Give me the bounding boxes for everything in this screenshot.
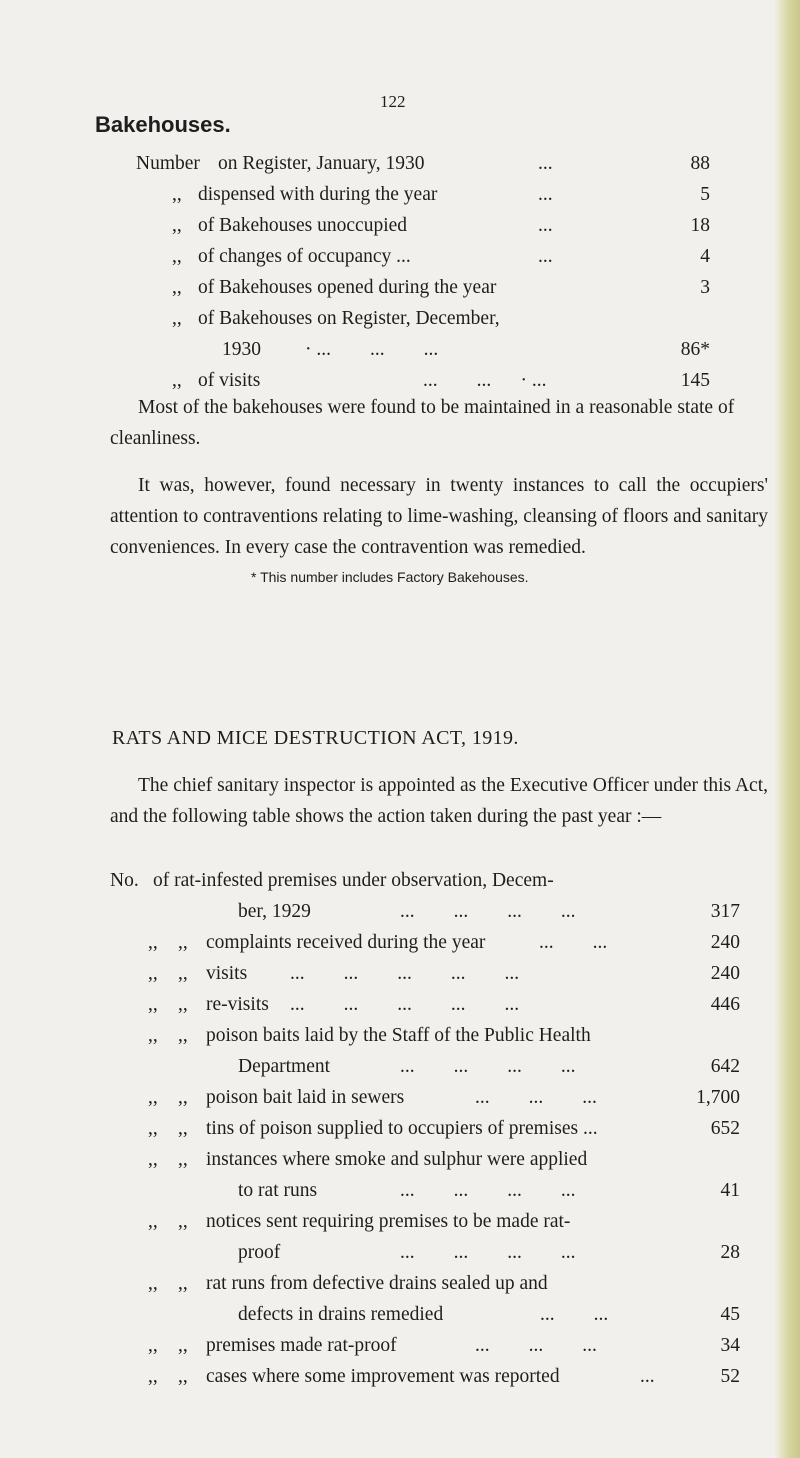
ditto-mark: ,, bbox=[178, 1087, 188, 1108]
ditto-mark: ,, bbox=[178, 1335, 188, 1356]
item-leader: ... bbox=[538, 153, 553, 174]
rats-intro-paragraph: The chief sanitary inspector is appointed as the Executive Officer under this Act, and the following table shows the action taken during the past year :— bbox=[110, 775, 768, 827]
item-value: 86* bbox=[680, 339, 710, 360]
item-value: 240 bbox=[710, 963, 740, 984]
ditto-mark: ,, bbox=[148, 1366, 158, 1387]
item-value: 45 bbox=[720, 1304, 740, 1325]
item-label: complaints received during the year bbox=[206, 932, 486, 953]
ditto-mark: ,, bbox=[148, 1211, 158, 1232]
item-value: 41 bbox=[720, 1180, 740, 1201]
item-label: of Bakehouses unoccupied bbox=[198, 215, 408, 236]
item-label: dispensed with during the year bbox=[198, 184, 438, 205]
item-label: cases where some improvement was reported bbox=[206, 1366, 560, 1387]
item-leader: ... ... ... ... bbox=[400, 1180, 576, 1201]
item-leader: ... ... ... bbox=[475, 1335, 597, 1356]
item-value: 3 bbox=[700, 277, 710, 298]
page-edge-shadow bbox=[774, 0, 800, 1458]
ditto-mark: ,, bbox=[172, 184, 182, 205]
ditto-mark: ,, bbox=[178, 994, 188, 1015]
ditto-mark: ,, bbox=[178, 1118, 188, 1139]
item-label: of visits bbox=[198, 370, 261, 391]
ditto-mark: ,, bbox=[148, 1118, 158, 1139]
item-value: 34 bbox=[720, 1335, 740, 1356]
item-label-continued: Department bbox=[238, 1056, 331, 1077]
ditto-mark: ,, bbox=[178, 1025, 188, 1046]
item-leader: ... ... ... bbox=[475, 1087, 597, 1108]
item-label: rat runs from defective drains sealed up and bbox=[206, 1273, 548, 1294]
number-label: Number bbox=[136, 153, 200, 174]
ditto-mark: ,, bbox=[148, 932, 158, 953]
item-leader: ... ... bbox=[540, 1304, 609, 1325]
item-leader: ... bbox=[640, 1366, 655, 1387]
ditto-mark: ,, bbox=[178, 1273, 188, 1294]
item-value: 4 bbox=[700, 246, 710, 267]
item-label-continued: to rat runs bbox=[238, 1180, 318, 1201]
item-label: premises made rat-proof bbox=[206, 1335, 397, 1356]
item-label-continued: 1930 bbox=[222, 339, 261, 360]
item-value: 317 bbox=[710, 901, 740, 922]
item-value: 18 bbox=[690, 215, 710, 236]
item-value: 5 bbox=[700, 184, 710, 205]
item-label: of Bakehouses opened during the year bbox=[198, 277, 497, 298]
item-value: 652 bbox=[710, 1118, 740, 1139]
item-label: visits bbox=[206, 963, 248, 984]
item-leader: ... ... ... ... ... bbox=[290, 994, 520, 1015]
item-label: poison bait laid in sewers bbox=[206, 1087, 405, 1108]
item-leader: ... ... ... ... bbox=[400, 901, 576, 922]
item-label: of rat-infested premises under observation, Decem- bbox=[153, 870, 554, 891]
item-label: notices sent requiring premises to be made rat- bbox=[206, 1211, 571, 1232]
bakehouses-heading: Bakehouses. bbox=[95, 112, 231, 137]
item-leader: ... ... ... ... bbox=[400, 1056, 576, 1077]
bakehouses-paragraph-1: Most of the bakehouses were found to be maintained in a reasonable state of cleanliness. bbox=[110, 397, 735, 449]
ditto-mark: ,, bbox=[148, 1273, 158, 1294]
item-value: 52 bbox=[720, 1366, 740, 1387]
ditto-mark: ,, bbox=[172, 308, 182, 329]
ditto-mark: ,, bbox=[148, 994, 158, 1015]
item-leader: ... ... ... ... ... bbox=[290, 963, 520, 984]
ditto-mark: ,, bbox=[172, 246, 182, 267]
ditto-mark: ,, bbox=[148, 1087, 158, 1108]
ditto-mark: ,, bbox=[172, 215, 182, 236]
item-label-continued: proof bbox=[238, 1242, 281, 1263]
item-label: re-visits bbox=[206, 994, 269, 1015]
item-leader: ... bbox=[538, 215, 553, 236]
item-value: 446 bbox=[710, 994, 740, 1015]
item-leader: ... ... · ... bbox=[423, 370, 547, 391]
item-leader: · ... ... ... bbox=[305, 339, 439, 360]
ditto-mark: ,, bbox=[148, 1149, 158, 1170]
ditto-mark: ,, bbox=[178, 1366, 188, 1387]
bakehouses-paragraph-2: It was, however, found necessary in twenty instances to call the occupiers' attention to contraventions relating to lime-washing, cleansing of floors and sanitary conveniences. In every case the contravention was remedied. bbox=[110, 475, 768, 558]
no-label: No. bbox=[110, 870, 139, 891]
ditto-mark: ,, bbox=[178, 1211, 188, 1232]
item-label: of Bakehouses on Register, December, bbox=[198, 308, 500, 329]
ditto-mark: ,, bbox=[172, 277, 182, 298]
item-leader: ... bbox=[538, 184, 553, 205]
item-value: 88 bbox=[690, 153, 710, 174]
footnote: * This number includes Factory Bakehouses. bbox=[251, 569, 529, 585]
ditto-mark: ,, bbox=[172, 370, 182, 391]
item-label: poison baits laid by the Staff of the Public Health bbox=[206, 1025, 591, 1046]
item-label: instances where smoke and sulphur were applied bbox=[206, 1149, 588, 1170]
item-value: 642 bbox=[710, 1056, 740, 1077]
item-label: of changes of occupancy ... bbox=[198, 246, 411, 267]
ditto-mark: ,, bbox=[148, 1335, 158, 1356]
item-label: on Register, January, 1930 bbox=[218, 153, 425, 174]
ditto-mark: ,, bbox=[178, 963, 188, 984]
rats-mice-title: RATS AND MICE DESTRUCTION ACT, 1919. bbox=[112, 727, 519, 749]
item-leader: ... ... ... ... bbox=[400, 1242, 576, 1263]
ditto-mark: ,, bbox=[178, 932, 188, 953]
item-value: 1,700 bbox=[696, 1087, 740, 1108]
ditto-mark: ,, bbox=[148, 1025, 158, 1046]
item-label-continued: ber, 1929 bbox=[238, 901, 311, 922]
ditto-mark: ,, bbox=[178, 1149, 188, 1170]
page-number: 122 bbox=[380, 92, 406, 111]
item-label: tins of poison supplied to occupiers of premises ... bbox=[206, 1118, 598, 1139]
item-value: 240 bbox=[710, 932, 740, 953]
item-value: 28 bbox=[720, 1242, 740, 1263]
item-leader: ... ... bbox=[539, 932, 608, 953]
item-label-continued: defects in drains remedied bbox=[238, 1304, 444, 1325]
item-value: 145 bbox=[680, 370, 710, 391]
item-leader: ... bbox=[538, 246, 553, 267]
ditto-mark: ,, bbox=[148, 963, 158, 984]
